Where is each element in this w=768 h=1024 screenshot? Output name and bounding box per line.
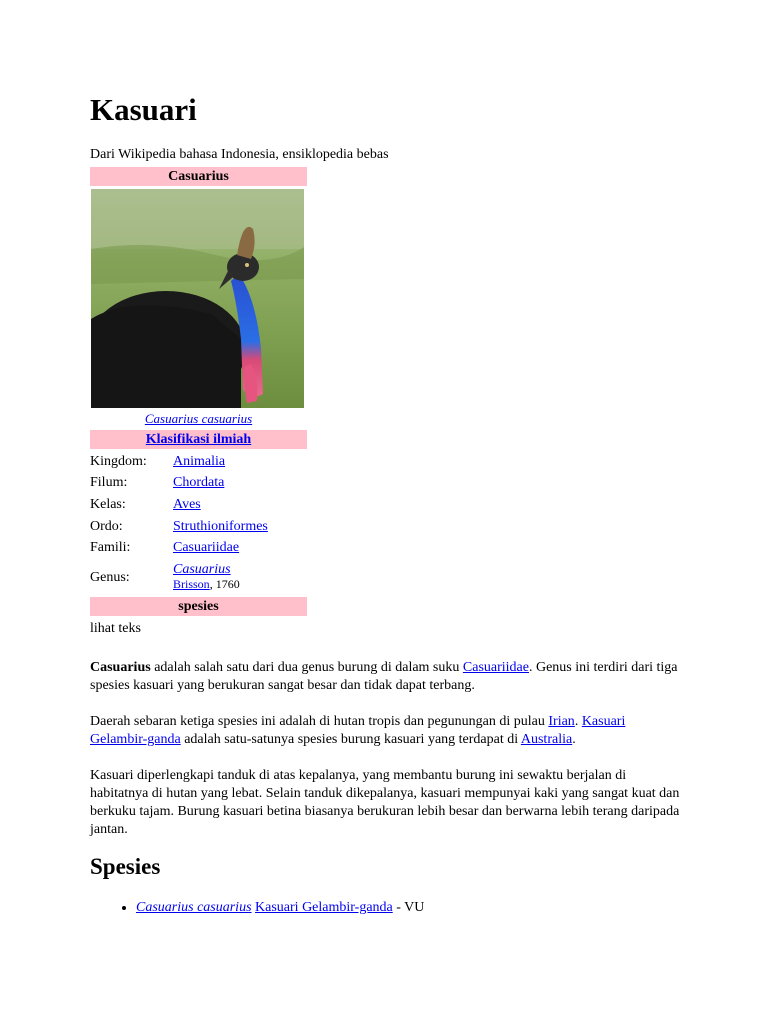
genus-year: , 1760	[209, 577, 240, 591]
paragraph-intro	[90, 659, 680, 695]
taxo-row-ordo	[90, 516, 307, 538]
paragraph-description: Kasuari diperlengkapi tanduk di atas kepalanya, yang membantu burung ini sewaktu berjalan di habitatnya di hutan yang lebat. Selain tanduk dikepalanya, kasuari mempunyai kaki yang sangat kuat dan berkuku tajam. Burung kasuari betina biasanya berukuran lebih besar dan berwarna lebih terang daripada jantan.	[90, 768, 680, 837]
taxo-key: Kingdom:	[90, 454, 147, 469]
text: .	[574, 714, 582, 729]
species-header: spesies	[90, 597, 307, 616]
taxo-row-genus	[90, 562, 307, 596]
taxo-value-link[interactable]: Struthioniformes	[173, 519, 268, 534]
taxo-row-famili	[90, 537, 307, 559]
link-australia[interactable]: Australia	[520, 732, 573, 747]
classification-header	[90, 430, 307, 449]
link-irian[interactable]: Irian	[548, 714, 575, 729]
text: adalah salah satu dari dua genus burung di dalam suku	[150, 660, 463, 675]
section-heading-spesies: Spesies	[90, 854, 161, 879]
taxo-row-filum	[90, 472, 307, 494]
link-kasuari-gelambir-ganda[interactable]: Kasuari Gelambir-ganda	[90, 714, 626, 747]
link-casuariidae[interactable]: Casuariidae	[462, 660, 529, 675]
conservation-status: - VU	[392, 900, 425, 915]
list-item	[136, 899, 424, 917]
taxo-value-link[interactable]: Casuariidae	[173, 540, 240, 555]
classification-link[interactable]: Klasifikasi ilmiah	[145, 432, 252, 447]
taxo-value-link[interactable]: Animalia	[173, 454, 226, 469]
taxo-key: Ordo:	[90, 519, 123, 534]
taxo-key: Genus:	[90, 570, 130, 585]
taxo-key: Kelas:	[90, 497, 126, 512]
image-caption	[90, 411, 307, 427]
species-list	[90, 899, 424, 917]
taxo-row-kelas	[90, 494, 307, 516]
bold-term: Casuarius	[90, 660, 151, 675]
genus-link[interactable]: Casuarius	[173, 562, 231, 577]
taxo-value-link[interactable]: Aves	[173, 497, 201, 512]
text: Daerah sebaran ketiga spesies ini adalah di hutan tropis dan pegunungan di pulau	[90, 714, 549, 729]
taxo-value-link[interactable]: Chordata	[173, 475, 225, 490]
species-scientific-link[interactable]: Casuarius casuarius	[136, 900, 252, 915]
text: adalah satu-satunya spesies burung kasuari yang terdapat di	[180, 732, 521, 747]
caption-link[interactable]: Casuarius casuarius	[144, 411, 253, 426]
taxobox	[90, 167, 307, 617]
taxo-row-kingdom	[90, 451, 307, 473]
text: .	[572, 732, 576, 747]
cassowary-photo[interactable]	[91, 189, 304, 408]
species-common-link[interactable]: Kasuari Gelambir-ganda	[255, 900, 393, 915]
page-subtitle: Dari Wikipedia bahasa Indonesia, ensiklopedia bebas	[90, 147, 389, 162]
cassowary-image	[91, 189, 304, 408]
taxo-key: Famili:	[90, 540, 131, 555]
taxo-key: Filum:	[90, 475, 128, 490]
taxobox-title: Casuarius	[90, 167, 307, 186]
page-title: Kasuari	[90, 92, 197, 127]
genus-author-link[interactable]: Brisson	[173, 577, 210, 591]
text: . Genus ini terdiri dari tiga spesies kasuari yang berukuran sangat besar dan tidak dapat terbang.	[90, 660, 678, 693]
species-note: lihat teks	[90, 621, 141, 636]
paragraph-distribution	[90, 713, 680, 749]
